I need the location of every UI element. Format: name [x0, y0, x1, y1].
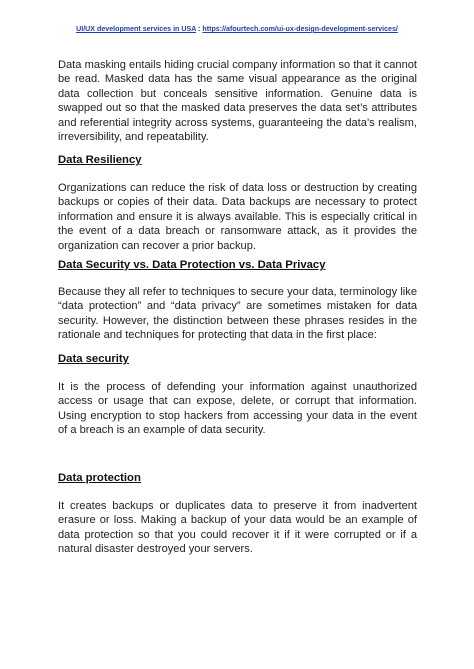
services-link[interactable]: UI/UX development services in USA — [76, 25, 197, 33]
section-heading-resiliency: Data Resiliency — [58, 154, 142, 166]
security-paragraph: It is the process of defending your information against unauthorized access or usage that can expose, delete, or corrupt that information. Using encryption to stop hackers from accessing your data in the event of a breach is an example of data security. — [58, 381, 417, 437]
page-header — [0, 25, 474, 33]
section-heading-protection: Data protection — [58, 472, 141, 484]
protection-paragraph: It creates backups or duplicates data to preserve it from inadvertent erasure or loss. Making a backup of your data would be an example of data protection so that you could recover it if it were corrupted or if a natural disaster destroyed your servers. — [58, 500, 417, 556]
resiliency-paragraph: Organizations can reduce the risk of data loss or destruction by creating backups or copies of their data. Data backups are necessary to protect information and ensure it is always available. This is especially critical in the event of a data breach or ransomware attack, as it provides the organization can recover a prior backup. — [58, 182, 417, 252]
intro-paragraph: Data masking entails hiding crucial company information so that it cannot be read. Masked data has the same visual appearance as the original data collection but conceals sensitive information. Genuine data is swapped out so that the masked data preserves the data set’s attributes and referential integrity across systems, guaranteeing the data’s realism, irreversibility, and repeatability. — [58, 59, 417, 144]
section-heading-security: Data security — [58, 353, 129, 365]
section-heading-comparison: Data Security vs. Data Protection vs. Data Privacy — [58, 259, 326, 271]
url-link[interactable]: https://afourtech.com/ui-ux-design-development-services/ — [202, 25, 398, 33]
comparison-paragraph: Because they all refer to techniques to secure your data, terminology like “data protection” and “data privacy” are sometimes mistaken for data security. However, the distinction between these phrases resides in the rationale and techniques for protecting that data in the first place: — [58, 286, 417, 342]
header-separator: : — [196, 25, 203, 33]
